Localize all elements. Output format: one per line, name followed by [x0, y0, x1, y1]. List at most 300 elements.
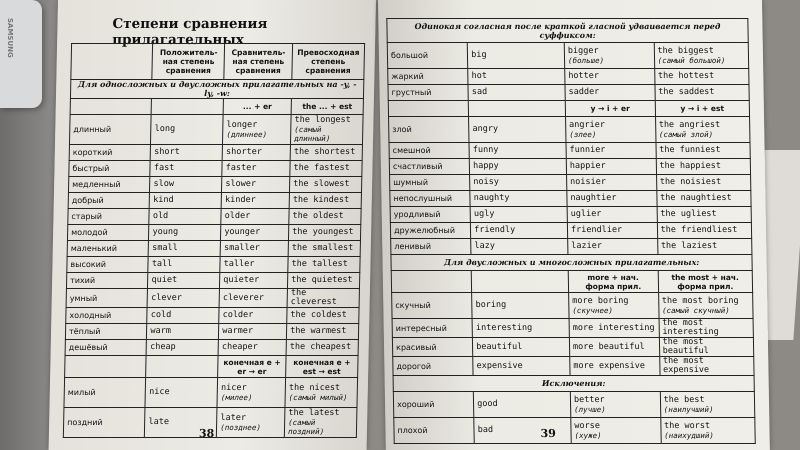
pattern-y-comparative — [565, 101, 655, 117]
header-comparative-text: Сравнитель-ная степень сравнения — [231, 48, 286, 75]
table-row — [394, 418, 755, 444]
superlative-form-translation: (самый длинный) — [294, 125, 331, 143]
positive-form-text: clever — [151, 292, 182, 303]
comparative-form-text: friendlier — [570, 225, 623, 235]
table-row — [393, 357, 754, 376]
comparative-form — [220, 241, 288, 257]
russian-word — [387, 43, 468, 69]
positive-form — [469, 143, 566, 159]
comparative-form — [219, 324, 287, 340]
superlative-form-text: the warmest — [290, 326, 347, 336]
comparative-form — [221, 209, 289, 225]
positive-form — [469, 117, 566, 143]
section-heading-multi: Для двусложных и многосложных прилагательных: — [391, 255, 752, 271]
table-row — [392, 319, 753, 338]
superlative-form-text: the happiest — [659, 161, 722, 171]
table-row — [67, 225, 360, 241]
comparative-form-text: shorter — [225, 147, 262, 157]
pattern-comparative — [223, 99, 291, 115]
pattern-superlative-text: the ... + est — [302, 102, 353, 111]
section-heading-multi-row — [391, 255, 752, 271]
superlative-form-text: the laziest — [660, 241, 718, 251]
pattern-e-superlative-text: конечная e + est → est — [293, 357, 351, 376]
table-row — [393, 392, 754, 418]
positive-form — [472, 293, 569, 319]
superlative-form-translation: (наихудший) — [664, 430, 714, 440]
russian-word-text: счастливый — [392, 162, 443, 171]
comparative-form — [566, 159, 656, 175]
pattern-more-superlative — [658, 271, 753, 293]
russian-word — [68, 209, 150, 225]
russian-word-text: непослушный — [393, 194, 453, 203]
pattern-y-superlative-text: y → i + est — [680, 104, 725, 113]
russian-word — [67, 257, 149, 273]
comparative-form-text: faster — [225, 163, 257, 173]
superlative-form-text: the kindest — [292, 195, 350, 205]
superlative-form-translation: (самый поздний) — [287, 418, 325, 436]
russian-word-text: добрый — [71, 196, 104, 205]
superlative-form-translation: (наилучший) — [663, 404, 714, 414]
positive-form — [468, 69, 565, 85]
superlative-form-text: the most beautiful — [662, 337, 709, 356]
russian-word-text: хороший — [396, 400, 435, 409]
russian-word-text: смешной — [392, 146, 431, 155]
superlative-form-text: the naughtiest — [659, 193, 732, 203]
russian-word-text: большой — [390, 51, 429, 60]
russian-word-text: маленький — [70, 244, 118, 253]
adjectives-table-left — [63, 43, 365, 438]
table-row — [65, 340, 358, 356]
russian-word — [389, 143, 469, 159]
positive-form-text: bad — [477, 425, 494, 435]
positive-form — [470, 207, 567, 223]
comparative-form — [566, 175, 656, 191]
positive-form-text: noisy — [473, 177, 500, 187]
superlative-form-text: the best — [663, 394, 705, 405]
superlative-form-text: the shortest — [293, 147, 356, 157]
superlative-form — [286, 324, 358, 340]
positive-form-text: expensive — [476, 360, 523, 371]
russian-word — [393, 392, 474, 418]
positive-form-text: long — [154, 124, 176, 134]
russian-word-text: злой — [392, 125, 412, 134]
superlative-form-text: the tallest — [291, 259, 348, 269]
table-row — [65, 324, 358, 340]
positive-form-text: small — [152, 243, 178, 253]
superlative-form-text: the quietest — [291, 275, 353, 285]
comparative-form-text: quieter — [223, 275, 260, 285]
russian-word-text: шумный — [393, 178, 429, 187]
pattern-y-comparative-text: y → i + er — [590, 104, 630, 113]
positive-form-text: naughty — [473, 193, 510, 203]
empty-cell — [146, 356, 218, 378]
russian-word-text: дорогой — [396, 361, 432, 371]
comparative-form-translation: (скучнее) — [572, 305, 614, 315]
comparative-form-translation: (позднее) — [220, 422, 262, 432]
comparative-form-text: older — [224, 211, 251, 221]
table-row — [392, 293, 753, 319]
comparative-form-text: angrier — [569, 119, 606, 130]
comparative-form — [221, 225, 289, 241]
positive-form — [472, 319, 569, 338]
superlative-form — [288, 257, 360, 273]
pattern-e-comparative-text: конечная e + er → er — [223, 357, 281, 376]
positive-form — [474, 392, 571, 418]
pattern-row — [70, 99, 363, 115]
comparative-form-translation: (лучше) — [574, 404, 606, 414]
positive-form — [474, 418, 571, 444]
table-row — [69, 161, 362, 177]
superlative-form — [655, 117, 750, 143]
superlative-form — [656, 159, 751, 175]
russian-word — [392, 338, 473, 357]
table-row — [68, 209, 361, 225]
russian-word — [394, 418, 475, 444]
superlative-form — [290, 161, 362, 177]
positive-form-text: sad — [471, 87, 488, 97]
positive-form — [146, 340, 218, 356]
pattern-superlative — [291, 99, 363, 115]
superlative-form — [287, 308, 359, 324]
russian-word — [390, 175, 470, 191]
russian-word — [69, 115, 151, 145]
russian-word — [66, 273, 148, 289]
superlative-form-text: the oldest — [292, 211, 344, 221]
comparative-form — [221, 193, 289, 209]
positive-form — [147, 289, 219, 308]
superlative-form-translation: (самый злой) — [658, 129, 714, 139]
table-row — [66, 308, 359, 324]
superlative-form — [659, 338, 754, 357]
positive-form — [147, 324, 219, 340]
adjectives-table-right — [386, 18, 755, 444]
superlative-form-text: the fastest — [293, 163, 350, 173]
russian-word — [390, 191, 470, 207]
superlative-form — [660, 418, 755, 444]
superlative-form — [658, 293, 753, 319]
superlative-form — [286, 340, 358, 356]
positive-form — [147, 308, 219, 324]
table-row — [68, 177, 361, 193]
comparative-form — [217, 408, 285, 438]
comparative-form — [568, 239, 658, 255]
superlative-form — [659, 319, 754, 338]
comparative-form — [222, 161, 290, 177]
comparative-form-text: smaller — [223, 243, 260, 253]
superlative-form-text: the most boring — [661, 295, 739, 306]
comparative-form — [564, 43, 654, 69]
positive-form-text: boring — [475, 300, 507, 310]
superlative-form — [655, 85, 750, 101]
superlative-form — [288, 241, 360, 257]
superlative-form — [657, 207, 752, 223]
positive-form-text: interesting — [475, 322, 533, 333]
superlative-form — [656, 191, 751, 207]
russian-word — [392, 293, 473, 319]
section-heading-exceptions-row — [393, 376, 754, 392]
russian-word-text: дешёвый — [68, 343, 108, 352]
positive-form-text: slow — [153, 179, 175, 189]
russian-word-text: высокий — [70, 260, 107, 269]
superlative-form-text: the hottest — [657, 71, 715, 81]
russian-word — [66, 289, 148, 308]
superlative-form — [654, 69, 749, 85]
russian-word-text: короткий — [72, 148, 113, 157]
comparative-form — [569, 319, 659, 338]
superlative-form — [287, 289, 359, 308]
table-row — [66, 289, 359, 308]
superlative-form — [290, 177, 362, 193]
superlative-form — [288, 273, 360, 289]
positive-form — [150, 177, 222, 193]
positive-form-text: short — [154, 147, 180, 157]
superlative-form — [289, 193, 361, 209]
positive-form — [470, 175, 567, 191]
superlative-form-text: the funniest — [659, 145, 721, 155]
table-row — [67, 241, 360, 257]
superlative-form — [284, 408, 357, 438]
header-row — [71, 44, 365, 80]
superlative-form — [654, 43, 749, 69]
russian-word — [68, 193, 150, 209]
superlative-form-text: the most expensive — [662, 356, 710, 375]
positive-form-text: quiet — [151, 275, 178, 285]
comparative-form-text: noisier — [570, 177, 607, 187]
pattern-more-row — [391, 271, 752, 293]
comparative-form-text: lazier — [571, 241, 603, 251]
superlative-form-translation: (самый большой) — [657, 55, 726, 65]
section-heading-double: Одинокая согласная после краткой гласной удваивается перед суффиксом: — [387, 19, 748, 43]
comparative-form — [220, 257, 288, 273]
table-row — [64, 378, 358, 408]
right-page — [378, 0, 770, 450]
empty-cell — [388, 101, 468, 117]
russian-word-text: милый — [67, 388, 96, 397]
page-number-right: 39 — [540, 427, 556, 440]
comparative-form — [567, 191, 657, 207]
positive-form-text: nice — [149, 387, 170, 397]
russian-word-text: ленивый — [394, 242, 432, 251]
pattern-e-comparative — [218, 356, 286, 378]
comparative-form — [570, 357, 660, 376]
empty-cell — [71, 44, 153, 80]
table-row — [389, 143, 750, 159]
russian-word — [63, 408, 145, 438]
comparative-form-text: more beautiful — [572, 341, 645, 352]
table-row — [67, 257, 360, 273]
comparative-form-text: hotter — [568, 71, 600, 81]
russian-word — [66, 308, 148, 324]
table-row — [69, 145, 362, 161]
section-heading-double-row — [387, 19, 748, 43]
table-row — [391, 239, 752, 255]
section-heading-row — [70, 80, 363, 99]
superlative-form-text: the coldest — [290, 310, 347, 320]
russian-word-text: поздний — [67, 418, 103, 427]
positive-form-text: tall — [151, 259, 173, 269]
header-superlative-text: Превосходная степень сравнения — [297, 48, 360, 75]
table-row — [392, 338, 753, 357]
comparative-form — [569, 293, 659, 319]
table-row — [68, 193, 361, 209]
pattern-y-row — [388, 101, 749, 117]
superlative-form-text: the worst — [663, 420, 711, 431]
superlative-form-translation: (самый скучный) — [661, 305, 730, 315]
russian-word — [68, 177, 150, 193]
russian-word — [65, 324, 147, 340]
pattern-e-superlative — [286, 356, 358, 378]
comparative-form — [220, 273, 288, 289]
positive-form — [473, 338, 570, 357]
positive-form — [148, 273, 220, 289]
superlative-form — [289, 209, 361, 225]
comparative-form-text: cheaper — [221, 342, 258, 352]
positive-form-text: angry — [472, 124, 499, 134]
superlative-form — [290, 145, 362, 161]
positive-form-text: good — [477, 399, 498, 409]
positive-form-text: friendly — [474, 225, 516, 235]
positive-form-text: warm — [150, 326, 172, 336]
russian-word — [391, 239, 471, 255]
table-row — [387, 43, 748, 69]
superlative-form — [657, 223, 752, 239]
comparative-form-text: later — [220, 412, 247, 423]
superlative-form-text: the cheapest — [289, 342, 352, 352]
comparative-form — [571, 418, 661, 444]
table-row — [389, 117, 750, 143]
comparative-form-text: better — [573, 394, 605, 405]
comparative-form-translation: (длиннее) — [226, 129, 268, 139]
comparative-form-text: more interesting — [572, 322, 655, 333]
russian-word-text: длинный — [73, 125, 112, 134]
left-page — [49, 0, 376, 450]
comparative-form-text: taller — [223, 259, 255, 269]
russian-word — [67, 225, 149, 241]
pattern-more-comparative-text: more + нач. форма прил. — [585, 272, 642, 291]
comparative-form — [219, 308, 287, 324]
russian-word-text: тёплый — [68, 327, 101, 336]
comparative-form-text: sadder — [568, 87, 600, 97]
russian-word — [388, 85, 468, 101]
positive-form — [151, 115, 223, 145]
russian-word-text: жаркий — [391, 72, 424, 81]
comparative-form — [570, 392, 660, 418]
section-heading: Для односложных и двусложных прилагательных на -y, -ly, -w: — [70, 80, 363, 99]
russian-word-text: красивый — [395, 342, 437, 352]
table-row — [390, 191, 751, 207]
comparative-form — [569, 338, 659, 357]
empty-cell — [468, 101, 565, 117]
table-row — [69, 115, 363, 145]
header-positive-text: Положитель-ная степень сравнения — [159, 48, 218, 75]
comparative-form — [222, 177, 290, 193]
comparative-form-translation: (больше) — [567, 55, 605, 65]
section-heading-exceptions: Исключения: — [393, 376, 754, 392]
superlative-form-text: the saddest — [658, 87, 715, 97]
superlative-form-text: the most interesting — [662, 318, 719, 337]
russian-word-text: интересный — [395, 323, 447, 333]
positive-form-text: young — [152, 227, 179, 237]
pattern-more-comparative — [568, 271, 658, 293]
header-superlative — [292, 44, 365, 80]
empty-cell — [151, 99, 223, 115]
comparative-form-translation: (милее) — [220, 392, 253, 402]
comparative-form-translation: (хуже) — [574, 430, 602, 440]
russian-word-text: медленный — [72, 180, 121, 189]
russian-word-text: дружелюбный — [393, 226, 456, 235]
russian-word — [69, 161, 151, 177]
positive-form — [470, 191, 567, 207]
comparative-form-text: more boring — [572, 295, 629, 306]
positive-form-text: big — [471, 50, 487, 60]
superlative-form-text: the friendliest — [660, 225, 738, 235]
positive-form-text: ugly — [473, 209, 495, 219]
russian-word — [390, 223, 470, 239]
comparative-form-text: uglier — [570, 209, 602, 219]
table-row — [388, 69, 749, 85]
positive-form — [151, 145, 223, 161]
positive-form-text: late — [148, 417, 170, 427]
positive-form — [471, 239, 568, 255]
comparative-form-text: longer — [226, 119, 258, 130]
comparative-form-text: cleverer — [222, 292, 265, 303]
russian-word — [393, 357, 474, 376]
superlative-form-text: the youngest — [292, 227, 354, 237]
positive-form-text: cold — [150, 310, 172, 320]
superlative-form — [656, 175, 751, 191]
comparative-form-text: naughtier — [570, 193, 617, 203]
comparative-form-text: bigger — [567, 45, 599, 56]
superlative-form-text: the slowest — [293, 179, 350, 189]
comparative-form — [219, 289, 287, 308]
superlative-form-text: the noisiest — [659, 177, 722, 187]
superlative-form-text: the angriest — [658, 119, 721, 130]
samsung-device — [0, 0, 42, 108]
comparative-form — [222, 145, 290, 161]
positive-form — [149, 241, 221, 257]
comparative-form-text: younger — [224, 227, 261, 237]
russian-word-text: скучный — [395, 301, 431, 310]
superlative-form-text: the longest — [294, 115, 351, 125]
pattern-e-row — [65, 356, 358, 378]
superlative-form — [289, 225, 361, 241]
superlative-form-text: the cleverest — [290, 288, 337, 307]
russian-word — [389, 117, 470, 143]
positive-form — [149, 209, 221, 225]
russian-word — [69, 145, 151, 161]
empty-cell — [70, 99, 152, 115]
comparative-form-text: nicer — [220, 382, 247, 393]
superlative-form — [659, 357, 754, 376]
positive-form — [150, 161, 222, 177]
superlative-form-text: the biggest — [657, 45, 714, 56]
russian-word-text: холодный — [69, 311, 112, 320]
positive-form — [149, 225, 221, 241]
comparative-form-text: colder — [222, 310, 254, 320]
positive-form — [145, 378, 217, 408]
russian-word — [388, 69, 468, 85]
positive-form-text: kind — [153, 195, 174, 205]
comparative-form — [566, 143, 656, 159]
russian-word-text: молодой — [71, 228, 108, 237]
positive-form-text: beautiful — [476, 341, 523, 352]
comparative-form-text: funnier — [569, 145, 606, 155]
positive-form-text: old — [152, 211, 169, 221]
russian-word-text: старый — [71, 212, 103, 221]
superlative-form-translation: (самый милый) — [288, 392, 348, 402]
comparative-form-text: more expensive — [573, 360, 646, 371]
table-row — [66, 273, 359, 289]
